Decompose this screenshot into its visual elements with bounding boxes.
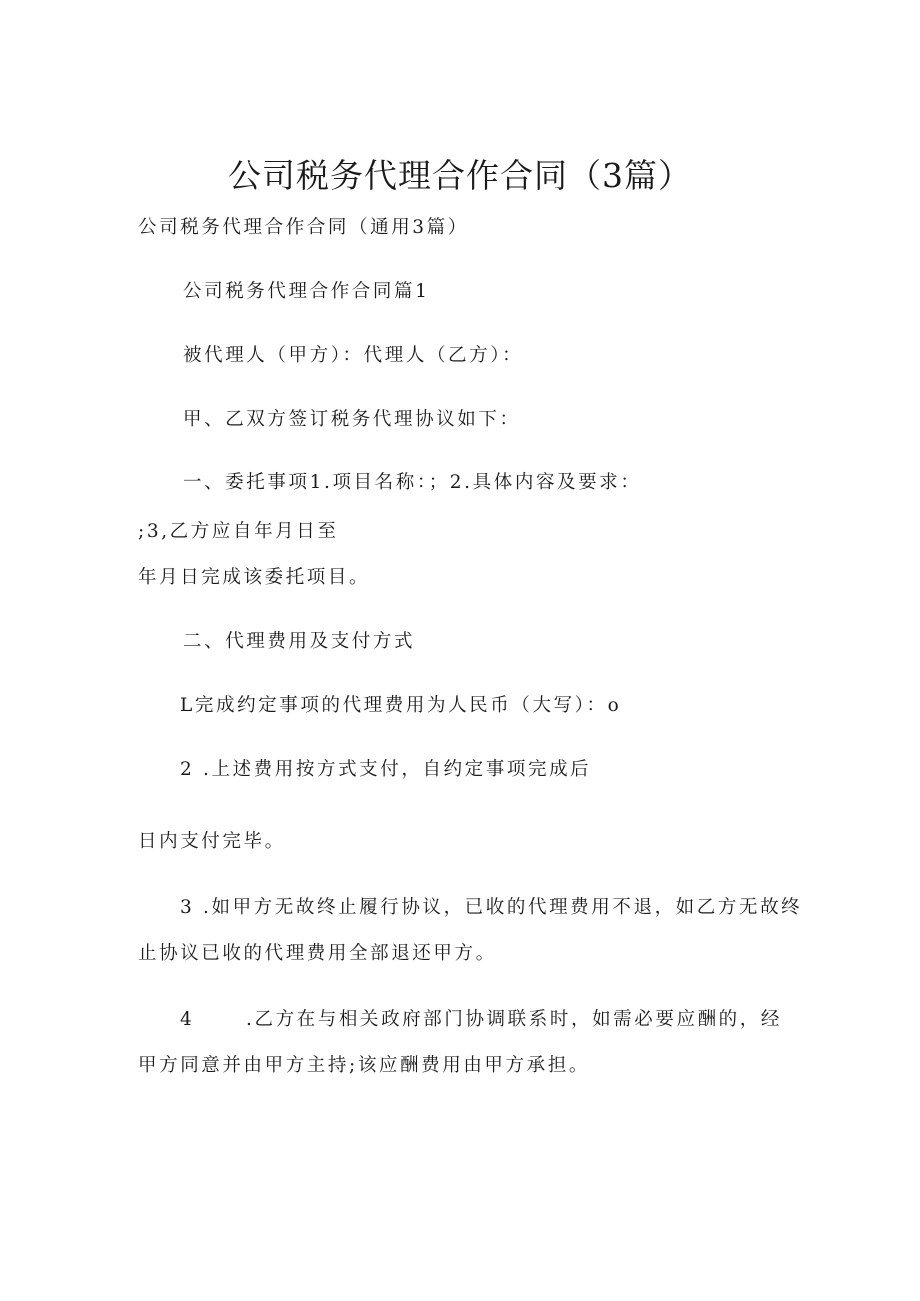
parties-line: 被代理人（甲方）：代理人（乙方）： (183, 345, 524, 366)
payment-text: .上述费用按方式支付，自约定事项完成后 (203, 759, 592, 780)
item1-line3: 年月日完成该委托项目。 (138, 567, 371, 588)
social-line1 (180, 1007, 782, 1033)
item1-line2: ;3,乙方应自年月日至 (138, 521, 339, 542)
social-line2: 甲方同意并由甲方主持;该应酬费用由甲方承担。 (138, 1055, 590, 1076)
social-text: .乙方在与相关政府部门协调联系时，如需必要应酬的，经 (246, 1009, 782, 1030)
intro-line: 甲、乙双方签订税务代理协议如下： (183, 409, 521, 430)
document-title: 公司税务代理合作合同（3篇） (228, 156, 692, 195)
termination-number: 3 (180, 897, 195, 918)
fee-line: L完成约定事项的代理费用为人民币（大写）：o (180, 695, 622, 716)
section-heading: 公司税务代理合作合同篇1 (183, 281, 430, 302)
document-subtitle: 公司税务代理合作合同（通用3篇） (138, 217, 469, 238)
termination-line1 (180, 895, 802, 921)
payment-line (180, 757, 591, 783)
payment-number: 2 (180, 759, 195, 780)
item2-heading: 二、代理费用及支付方式 (183, 631, 416, 652)
payment-line2: 日内支付完毕。 (138, 831, 286, 852)
item1-line1: 一、委托事项1.项目名称：；2.具体内容及要求： (183, 472, 642, 493)
termination-line2: 止协议已收的代理费用全部退还甲方。 (138, 943, 497, 964)
social-number: 4 (180, 1009, 195, 1030)
termination-text: .如甲方无故终止履行协议，已收的代理费用不退，如乙方无故终 (203, 897, 803, 918)
